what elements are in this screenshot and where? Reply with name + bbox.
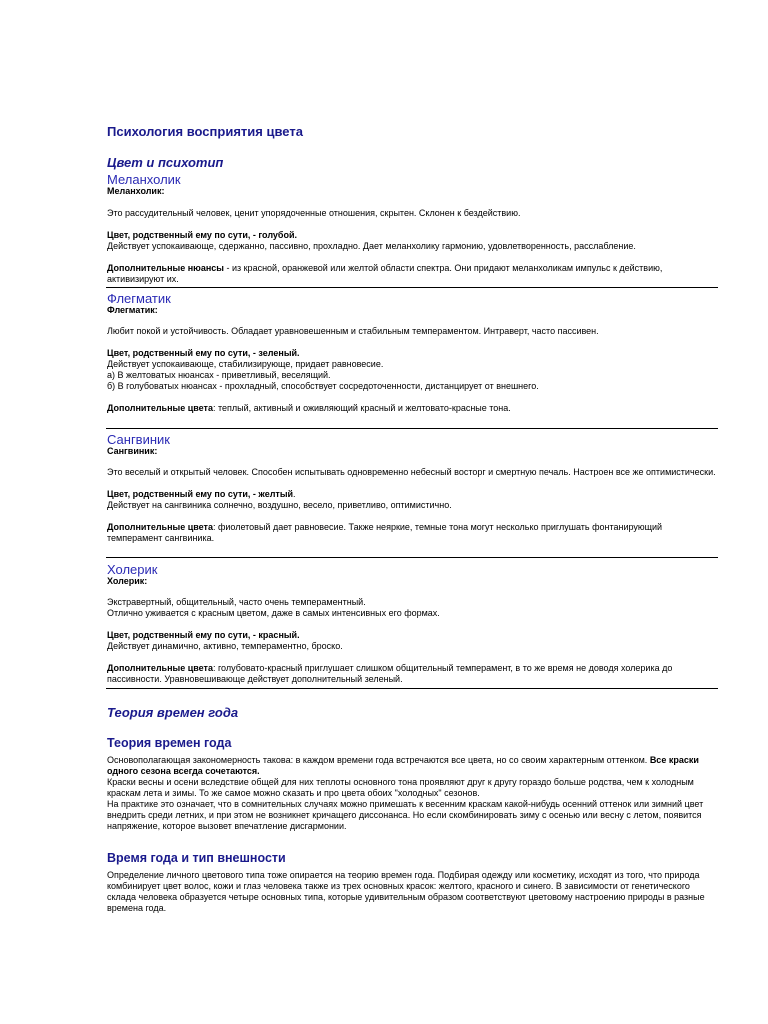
type-description-line: Экстравертный, общительный, часто очень темпераментный. [107, 597, 366, 607]
extra-text: : фиолетовый дает равновесие. Также неяркие, темные тона могут несколько приглушать фонтанирующий темперамент сангвиника. [107, 522, 663, 543]
extra-text: - из красной, оранжевой или желтой области спектра. Они придают меланхоликам импульс к действию, активизируют их. [107, 263, 663, 284]
extra-text: : голубовато-красный приглушает слишком общительный темперамент, в то же время не доводя холерика до пассивности. Уравновешивающе действует дополнительный зеленый. [107, 663, 673, 684]
divider [106, 428, 718, 429]
bold-run: Все краски одного сезона всегда сочетаются. [107, 755, 699, 776]
section-title-seasons: Теория времен года [107, 705, 239, 720]
section-title-color-psychotype: Цвет и психотип [107, 155, 224, 170]
paragraph [107, 755, 717, 777]
type-heading-choleric: Холерик [107, 562, 158, 577]
kindred-color-line: б) В голубоватых нюансах - прохладный, способствует сосредоточенности, дистанцирует от внешнего. [107, 381, 539, 391]
heading-season-appearance: Время года и тип внешности [107, 851, 286, 865]
type-label-melancholic: Меланхолик: [107, 186, 165, 196]
kindred-color-line: Действует успокаивающе, стабилизирующе, придает равновесие. [107, 359, 384, 369]
kindred-color-heading: Цвет, родственный ему по сути, - желтый [107, 489, 294, 499]
type-block-choleric [107, 597, 717, 685]
extra-paragraph [107, 522, 717, 544]
type-block-sanguine [107, 467, 717, 544]
type-label-phlegmatic: Флегматик: [107, 305, 158, 315]
season-appearance-text [107, 870, 717, 914]
extra-heading: Дополнительные цвета [107, 522, 213, 532]
divider [106, 557, 718, 558]
kindred-color-text: Действует успокаивающе, сдержанно, пассивно, прохладно. Дает меланхолику гармонию, удовлетворенность, расслабление. [107, 241, 636, 251]
divider [106, 688, 718, 689]
type-label-choleric: Холерик: [107, 576, 148, 586]
type-heading-phlegmatic: Флегматик [107, 291, 171, 306]
seasons-theory-text [107, 755, 717, 832]
type-label-sanguine: Сангвиник: [107, 446, 158, 456]
extra-text: : теплый, активный и оживляющий красный и желтовато-красные тона. [212, 403, 511, 413]
kindred-color-heading: Цвет, родственный ему по сути, - красный. [107, 630, 300, 640]
type-description-line: Отлично уживается с красным цветом, даже в самых интенсивных его формах. [107, 608, 440, 618]
heading-seasons-theory: Теория времен года [107, 736, 232, 750]
text-run: Основополагающая закономерность такова: в каждом времени года встречаются все цвета, но со своим характерным оттенком. [107, 755, 650, 765]
extra-paragraph [107, 403, 717, 414]
paragraph: На практике это означает, что в сомнительных случаях можно примешать к весенним краскам какой-нибудь осенний оттенок или зимний цвет внедрить среди летних, и при этом не возникнет кричащего диссонанса. Но если скомбинировать зиму с осенью или весну с летом, появится напряжение, которое вызовет впечатление дисгармонии. [107, 799, 704, 831]
paragraph: Определение личного цветового типа тоже опирается на теорию времен года. Подбирая одежду или косметику, исходят из того, что природа комбинирует цвет волос, кожи и глаз человека также из трех основных красок: желтого, красного и синего. В зависимости от генетического склада человека образуется четыре основных типа, которые удивительным образом соответствуют цветовому настроению природы в разные времена года. [107, 870, 705, 913]
kindred-color-text: Действует динамично, активно, темпераментно, броско. [107, 641, 343, 651]
kindred-color-text: Действует на сангвиника солнечно, воздушно, весело, приветливо, оптимистично. [107, 500, 452, 510]
extra-heading: Дополнительные цвета [107, 663, 213, 673]
type-description: Это веселый и открытый человек. Способен испытывать одновременно небесный восторг и смертную печаль. Настроен все же оптимистически. [107, 467, 716, 477]
kindred-color-heading: Цвет, родственный ему по сути, - голубой. [107, 230, 298, 240]
type-description: Любит покой и устойчивость. Обладает уравновешенным и стабильным темпераментом. Интраверт, часто пассивен. [107, 326, 599, 336]
type-heading-melancholic: Меланхолик [107, 172, 181, 187]
extra-paragraph [107, 663, 717, 685]
kindred-color-heading: Цвет, родственный ему по сути, - зеленый. [107, 348, 300, 358]
type-description: Это рассудительный человек, ценит упорядоченные отношения, скрытен. Склонен к бездействию. [107, 208, 521, 218]
kindred-color-heading-tail: . [293, 489, 296, 499]
page-title: Психология восприятия цвета [107, 124, 303, 139]
type-heading-sanguine: Сангвиник [107, 432, 170, 447]
extra-heading: Дополнительные цвета [107, 403, 213, 413]
extra-heading: Дополнительные нюансы [107, 263, 224, 273]
extra-paragraph [107, 263, 717, 285]
kindred-color-line: а) В желтоватых нюансах - приветливый, веселящий. [107, 370, 331, 380]
type-block-phlegmatic [107, 326, 717, 414]
divider [106, 287, 718, 288]
type-block-melancholic [107, 208, 717, 285]
kindred-color-paragraph [107, 489, 717, 500]
paragraph: Краски весны и осени вследствие общей для них теплоты основного тона проявляют друг к другу гораздо больше родства, чем к холодным краскам лета и зимы. То же самое можно сказать и про цвета обоих "холодных" сезонов. [107, 777, 694, 798]
